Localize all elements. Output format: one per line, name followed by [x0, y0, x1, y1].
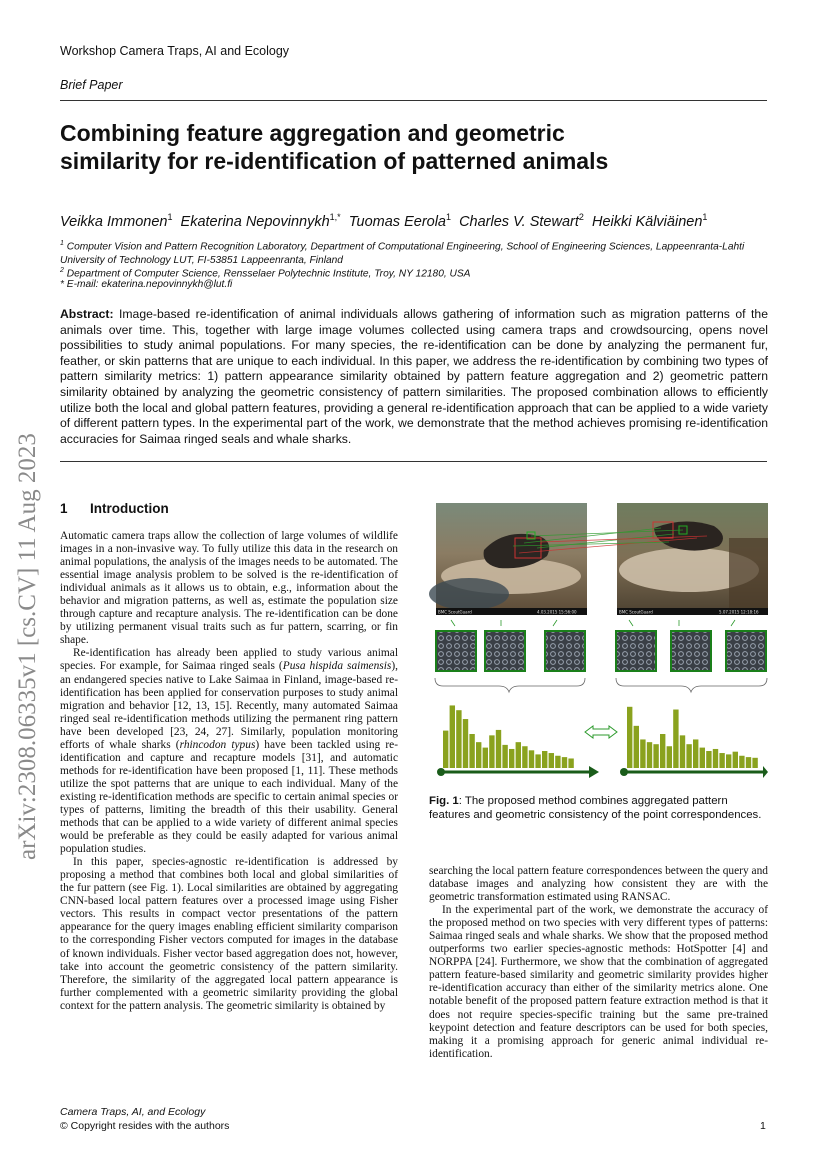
svg-text:4.03.2015 15:56:00: 4.03.2015 15:56:00	[537, 609, 577, 615]
svg-text:BMC ScoutGuard: BMC ScoutGuard	[438, 609, 472, 615]
svg-text:5.07.2015 12:18:16: 5.07.2015 12:18:16	[719, 609, 759, 615]
histogram-bar	[568, 758, 573, 768]
author-list: Veikka Immonen$^1$ Ekaterina Nepovinnykh$^{1,*}$ Tuomas Eerola$^1$ Charles V. Stewart$^2$ Heikki Kälviäinen$^1$	[60, 212, 708, 230]
paragraph: searching the local pattern feature correspondences between the query and database images and analyzing how consistent they are with the geometric transformation estimated using RANSAC.	[429, 865, 768, 904]
histogram-bar	[542, 751, 547, 768]
histogram-bar	[713, 749, 718, 768]
histogram-bar	[529, 750, 534, 768]
histogram-bar	[443, 731, 448, 768]
svg-text:BMC ScoutGuard: BMC ScoutGuard	[619, 609, 653, 615]
histogram-left	[443, 705, 574, 768]
corresponding-email: * E-mail: ekaterina.nepovinnykh@lut.fi	[60, 279, 233, 290]
histogram-bar	[489, 735, 494, 768]
histogram-bar	[450, 705, 455, 768]
histogram-right	[627, 707, 758, 768]
paragraph: In this paper, species-agnostic re-identification is addressed by proposing a method that combines both local and global similarities of the fur pattern (see Fig. 1). Local similarities are obtained by aggregating CNN-based local pattern features over a processed image using Fisher vectors. This results in compact vector presentations of the pattern appearance for the query images enabling efficient similarity comparison to the corresponding Fisher vectors computed for images in the database of known individuals. Fisher vector based aggregation does not, however, take into account the geometric consistency of the pattern similarity. Therefore, the similarity of the aggregated local pattern appearance is further complemented with a geometric similarity providing the global context for the pattern analysis. The geometric similarity is obtained by	[60, 856, 398, 1012]
paragraph: Re-identification has already been applied to study various animal species. For example, for Saimaa ringed seals (Pusa hispida saimensis), an endangered species native to Lake Saimaa in Finland, image-based re-identification has been applied for conservation purposes to study animal migration and behavior [12, 13, 15]. Recently, many automated Saimaa ringed seal re-identification methods utilizing the permanent ring pattern have been developed [23, 24, 27]. Similarly, population monitoring efforts of whale sharks (rhincodon typus) have been tackled using re-identification and capture and recapture models [31], and automatic methods for re-identification have been proposed [1, 11]. These methods utilize the spot patterns that are unique to each individual. Many of the existing re-identification methods are specific to certain animal species or types of patterns, limiting the breadth of this their usability. General methods that can be applied to a wide variety of different animal species would be preferable as they could be easily adapted for various animal population studies.	[60, 647, 399, 856]
histogram-bar	[746, 757, 751, 768]
intro-column-right	[429, 865, 768, 1061]
intro-column-left	[60, 530, 398, 1013]
histogram-bar	[634, 726, 639, 768]
header-rule	[60, 100, 767, 101]
histogram-bar	[456, 710, 461, 768]
histogram-bar	[463, 719, 468, 768]
figure-1	[429, 498, 768, 786]
section-heading: 1 Introduction	[60, 501, 169, 516]
histogram-bar	[752, 758, 757, 768]
histogram-bar	[647, 742, 652, 768]
histogram-bar	[555, 756, 560, 768]
paragraph: Automatic camera traps allow the collection of large volumes of wildlife images in a non-invasive way. To fully utilize this data in the research on animal populations, the analysis of the images needs to be automated. The essential image analysis problem to be solved is the re-identification of individual animals as it allows us to obtain, e.g., information about the behavior and migration patterns, as well as, estimate the population size through capture and recapture analysis. The re-identification can be done by utilizing permanent visual traits such as fur pattern, scarring, or fin shape.	[60, 530, 398, 647]
histogram-bar	[693, 739, 698, 768]
histogram-bar	[640, 739, 645, 768]
histogram-bar	[667, 746, 672, 768]
double-arrow-icon	[585, 726, 617, 738]
database-photo	[617, 503, 768, 615]
paper-title: Combining feature aggregation and geometric similarity for re-identification of patterned animals	[60, 120, 609, 174]
histogram-bar	[726, 754, 731, 768]
histogram-bar	[653, 744, 658, 768]
histogram-bar	[719, 753, 724, 768]
author: Ekaterina Nepovinnykh	[180, 213, 330, 230]
affiliation-1: $^1$ Computer Vision and Pattern Recognition Laboratory, Department of Computational Engineering, School of Engineering Sciences, Lappeenranta-Lahti University of Technology LUT, FI-53851 Lappeenranta, Finland	[60, 240, 745, 266]
figure-caption: Fig. 1: The proposed method combines aggregated pattern features and geometric consistency of the point correspondences.	[429, 795, 762, 821]
author: Charles V. Stewart	[459, 213, 579, 230]
histogram-bar	[627, 707, 632, 768]
histogram-bar	[733, 752, 738, 768]
histogram-bar	[562, 757, 567, 768]
author: Tuomas Eerola	[348, 213, 446, 230]
pattern-patches	[436, 631, 766, 671]
histogram-bar	[502, 745, 507, 768]
abstract-rule	[60, 461, 767, 462]
paragraph: In the experimental part of the work, we demonstrate the accuracy of the proposed method on two species with very different types of patterns: Saimaa ringed seals and whale sharks. We show that the proposed method outperforms two earlier species-agnostic methods: HotSpotter [4] and NORPPA [24]. Furthermore, we show that the combination of aggregated pattern feature-based similarity and geometric similarity provides higher re-identification accuracy than either of the similarity metrics alone. One notable benefit of the proposed pattern feature extraction method is that it does not require species-specific training but the same pre-trained keypoint detection and feature descriptors can be used for both species, making it a promising approach for generic animal individual re-identification.	[429, 904, 768, 1060]
histogram-bar	[509, 749, 514, 768]
histogram-bar	[469, 734, 474, 768]
paper-type: Brief Paper	[60, 78, 123, 92]
page-number: 1	[760, 1120, 766, 1132]
histogram-bar	[516, 742, 521, 768]
histogram-bar	[686, 744, 691, 768]
histogram-bar	[522, 746, 527, 768]
histogram-bar	[673, 710, 678, 768]
histogram-bar	[496, 730, 501, 768]
histogram-bar	[660, 734, 665, 768]
affiliation-2: $^2$ Department of Computer Science, Rensselaer Polytechnic Institute, Troy, NY 12180, USA	[60, 267, 471, 280]
venue-header: Workshop Camera Traps, AI and Ecology	[60, 44, 290, 58]
histogram-bar	[680, 735, 685, 768]
query-photo	[429, 503, 587, 615]
histogram-bar	[739, 756, 744, 768]
histogram-bar	[535, 754, 540, 768]
histogram-bar	[700, 748, 705, 768]
author: Heikki Kälviäinen	[591, 213, 703, 230]
histogram-bar	[706, 751, 711, 768]
author: Veikka Immonen	[60, 213, 168, 230]
histogram-bar	[549, 753, 554, 768]
arxiv-watermark: arXiv:2308.06335v1 [cs.CV] 11 Aug 2023	[14, 433, 41, 860]
footer-copyright: © Copyright resides with the authors	[60, 1120, 230, 1132]
histogram-bar	[476, 742, 481, 768]
abstract: Abstract: Image-based re-identification of animal individuals allows gathering of information such as migration patterns of the animals over time. This, together with large image volumes collected using camera traps and crowdsourcing, opens novel possibilities to study animal populations. For many species, the re-identification can be done by analyzing the permanent fur, feather, or skin patterns that are unique to each individual. In this paper, we address the re-identification by combining two types of pattern similarity metrics: 1) pattern appearance similarity obtained by pattern feature aggregation and 2) geometric pattern similarity obtained by analyzing the geometric consistency of pattern similarities. The proposed combination allows to efficiently utilize both the local and global pattern features, providing a general re-identification approach that can be applied to a wide variety of different pattern types. In the experimental part of the work, we demonstrate that the method achieves promising re-identification accuracies for Saimaa ringed seals and whale sharks.	[60, 307, 768, 446]
histogram-bar	[483, 748, 488, 768]
footer-venue: Camera Traps, AI, and Ecology	[60, 1106, 206, 1118]
